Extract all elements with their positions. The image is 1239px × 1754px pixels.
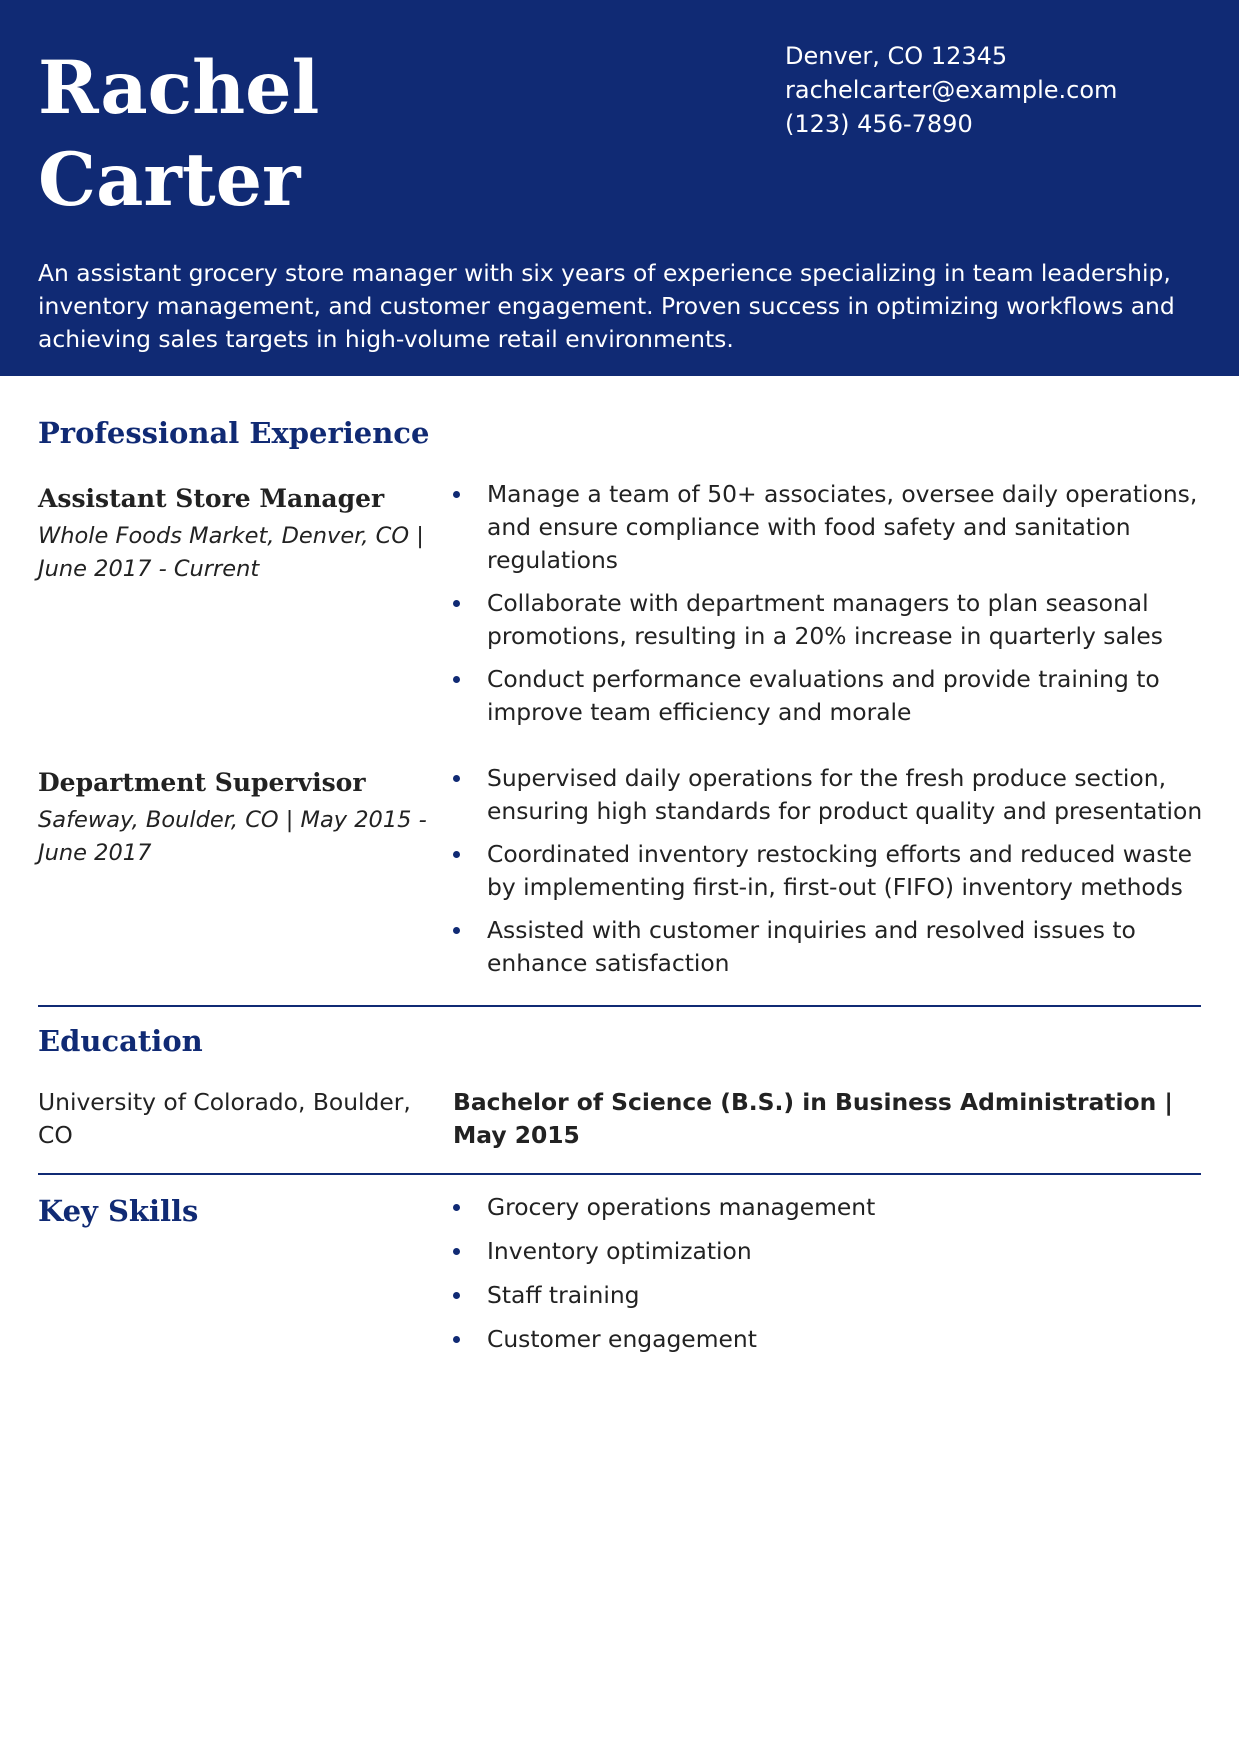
list-item xyxy=(453,1235,1213,1268)
list-item xyxy=(453,838,1213,904)
contact-info xyxy=(785,39,1215,141)
list-item xyxy=(453,914,1213,980)
job-title: Assistant Store Manager xyxy=(38,484,385,513)
skill-text: Inventory optimization xyxy=(487,1237,752,1265)
skill-text: Staff training xyxy=(487,1281,640,1309)
email-text: rachelcarter@example.com xyxy=(785,76,1118,104)
skill-text: Grocery operations management xyxy=(487,1193,876,1221)
section-divider xyxy=(38,1005,1201,1007)
bullet-icon xyxy=(453,1292,460,1299)
bullet-text: Collaborate with department managers to plan seasonal promotions, resulting in a 20% increase in quarterly sales xyxy=(487,589,1163,650)
candidate-name xyxy=(38,42,638,226)
experience-heading: Professional Experience xyxy=(38,416,430,450)
summary-text: An assistant grocery store manager with six years of experience specializing in team leadership, inventory management, and customer engagement. Proven success in optimizing workflows and achieving sales targets in high-volume retail environments. xyxy=(38,259,1175,353)
bullet-icon xyxy=(453,1204,460,1211)
bullet-text: Coordinated inventory restocking efforts and reduced waste by implementing first-in, first-out (FIFO) inventory methods xyxy=(487,840,1193,901)
bullet-text: Supervised daily operations for the fresh produce section, ensuring high standards for product quality and presentation xyxy=(487,764,1203,825)
bullet-icon xyxy=(453,1336,460,1343)
list-item xyxy=(453,1323,1213,1356)
education-degree: Bachelor of Science (B.S.) in Business Administration | May 2015 xyxy=(453,1088,1173,1149)
bullet-icon xyxy=(453,491,460,498)
phone-text: (123) 456-7890 xyxy=(785,110,973,138)
skills-heading: Key Skills xyxy=(38,1194,199,1228)
list-item xyxy=(453,1191,1213,1224)
job-bullets xyxy=(453,762,1213,990)
job-meta: Safeway, Boulder, CO | May 2015 - June 2017 xyxy=(38,807,427,866)
job-bullets xyxy=(453,478,1213,739)
bullet-icon xyxy=(453,851,460,858)
bullet-icon xyxy=(453,775,460,782)
education-heading: Education xyxy=(38,1024,203,1058)
skills-list xyxy=(453,1191,1213,1367)
bullet-text: Manage a team of 50+ associates, oversee daily operations, and ensure compliance with food safety and sanitation regulations xyxy=(487,480,1198,574)
job-meta: Whole Foods Market, Denver, CO | June 2017 - Current xyxy=(38,523,424,582)
list-item xyxy=(453,478,1213,577)
list-item xyxy=(453,663,1213,729)
section-divider xyxy=(38,1173,1201,1175)
bullet-text: Assisted with customer inquiries and resolved issues to enhance satisfaction xyxy=(487,916,1136,977)
bullet-icon xyxy=(453,1248,460,1255)
location-text: Denver, CO 12345 xyxy=(785,42,1008,70)
job-title: Department Supervisor xyxy=(38,768,366,797)
header-band xyxy=(0,0,1239,376)
list-item xyxy=(453,762,1213,828)
last-name: Carter xyxy=(38,137,301,223)
skill-text: Customer engagement xyxy=(487,1325,757,1353)
list-item xyxy=(453,1279,1213,1312)
education-school: University of Colorado, Boulder, CO xyxy=(38,1088,411,1149)
bullet-icon xyxy=(453,927,460,934)
bullet-text: Conduct performance evaluations and provide training to improve team efficiency and morale xyxy=(487,665,1160,726)
list-item xyxy=(453,587,1213,653)
bullet-icon xyxy=(453,676,460,683)
first-name: Rachel xyxy=(38,45,320,131)
bullet-icon xyxy=(453,600,460,607)
